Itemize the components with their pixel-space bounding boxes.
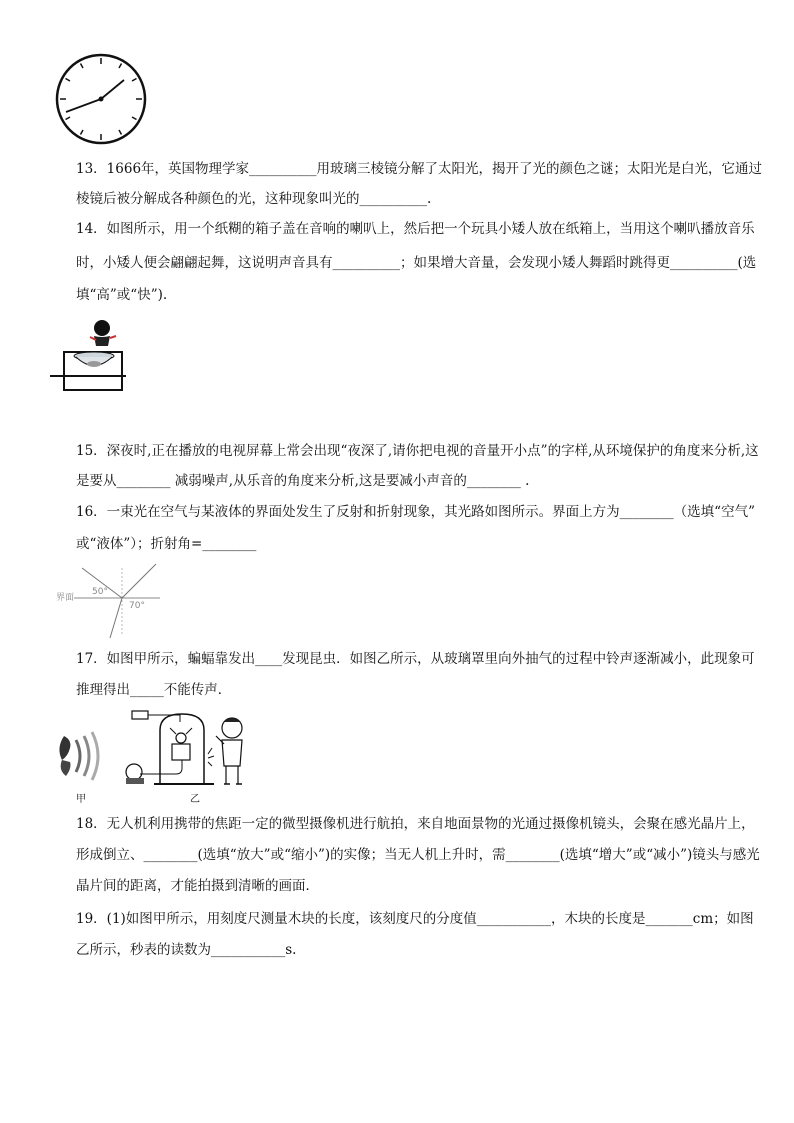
q16-line2: 或“液体”）；折射角=________ — [76, 536, 257, 552]
bell-jar-figure — [120, 708, 256, 790]
figure-label-jia: 甲 — [76, 794, 86, 805]
figure-label-yi: 乙 — [190, 794, 200, 805]
bat-figure — [52, 726, 108, 786]
refraction-figure — [52, 560, 162, 640]
q14-line2: 时，小矮人便会翩翩起舞，这说明声音具有__________；如果增大音量，会发现小矮人舞蹈时跳得更__________(选 — [76, 255, 757, 271]
q15-line1: 15．深夜时,正在播放的电视屏幕上常会出现“夜深了,请你把电视的音量开小点”的字样,从环境保护的角度来分析,这 — [76, 443, 759, 459]
q15-line2: 是要从________ 减弱噪声,从乐音的角度来分析,这是要减小声音的________ . — [76, 473, 530, 489]
q13-line2: 棱镜后被分解成各种颜色的光，这种现象叫光的__________. — [76, 191, 432, 207]
q19-line2: 乙所示，秒表的读数为___________s. — [76, 942, 297, 958]
q18-line3: 晶片间的距离，才能拍摄到清晰的画面． — [76, 878, 319, 894]
q18-line2: 形成倒立、________(选填“放大”或“缩小”)的实像；当无人机上升时，需________(选填“增大”或“减小”)镜头与感光 — [76, 847, 760, 863]
angle-label-70: 70° — [129, 601, 145, 611]
clock-figure — [54, 52, 148, 146]
q18-line1: 18．无人机利用携带的焦距一定的微型摄像机进行航拍，来自地面景物的光通过摄像机镜头，会聚在感光晶片上， — [76, 816, 755, 832]
q17-line1: 17．如图甲所示，蝙蝠靠发出____发现昆虫．如图乙所示，从玻璃罩里向外抽气的过程中铃声逐渐减小，此现象可 — [76, 651, 755, 667]
q13-line1: 13．1666年，英国物理学家__________用玻璃三棱镜分解了太阳光，揭开了光的颜色之谜；太阳光是白光，它通过 — [76, 161, 763, 177]
q16-line1: 16．一束光在空气与某液体的界面处发生了反射和折射现象，其光路如图所示。界面上方为________（选填“空气” — [76, 504, 755, 520]
angle-label-50: 50° — [92, 587, 108, 597]
q19-line1: 19．(1)如图甲所示，用刻度尺测量木块的长度，该刻度尺的分度值___________，木块的长度是_______cm；如图 — [76, 911, 754, 927]
q17-line2: 推理得出_____不能传声． — [76, 682, 232, 698]
q14-line3: 填“高”或“快”). — [76, 287, 168, 303]
interface-label: 界面 — [56, 593, 75, 603]
q14-line1: 14．如图所示，用一个纸糊的箱子盖在音响的喇叭上，然后把一个玩具小矮人放在纸箱上，当用这个喇叭播放音乐 — [76, 221, 755, 237]
speaker-box-figure — [50, 316, 126, 392]
